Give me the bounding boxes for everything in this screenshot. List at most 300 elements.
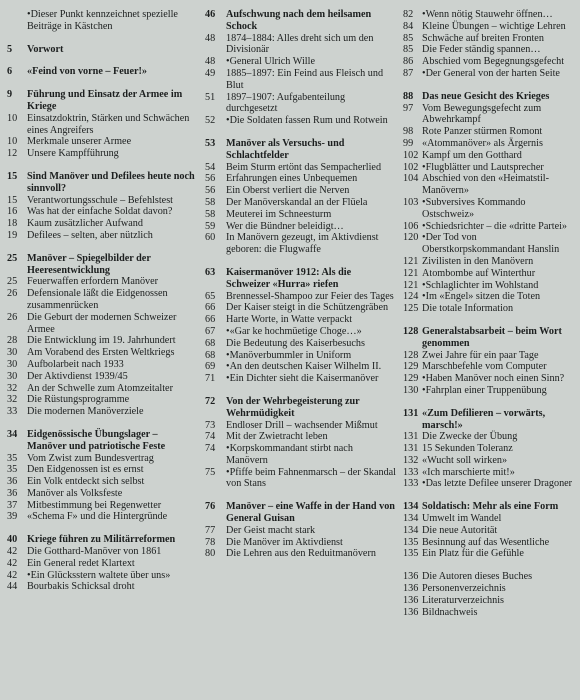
toc-page-number: 120 xyxy=(403,232,419,244)
toc-page-number: 52 xyxy=(205,115,216,127)
toc-page-number: 58 xyxy=(205,208,216,220)
toc-chapter-heading xyxy=(201,267,396,291)
toc-page-number: 46 xyxy=(205,9,216,20)
toc-chapter-heading xyxy=(3,66,197,78)
toc-entry xyxy=(201,361,396,373)
toc-page-number: 88 xyxy=(403,90,414,102)
toc-entry xyxy=(3,335,197,347)
toc-page-number: 53 xyxy=(205,137,216,149)
toc-page-number: 66 xyxy=(205,302,216,314)
toc-page-number: 19 xyxy=(7,229,18,241)
toc-page-number: 26 xyxy=(7,288,18,300)
toc-page-number: 72 xyxy=(205,395,216,407)
toc-chapter-heading xyxy=(201,138,396,162)
toc-entry-title: Bourbakis Schicksal droht xyxy=(27,581,135,593)
toc-page-number: 10 xyxy=(7,112,18,124)
toc-page-number: 69 xyxy=(205,361,216,373)
toc-page-number: 131 xyxy=(403,407,419,419)
toc-entry xyxy=(399,197,578,221)
toc-page-number: 60 xyxy=(205,232,216,244)
toc-entry xyxy=(399,173,578,197)
toc-page-number: 49 xyxy=(205,67,216,79)
toc-entry xyxy=(399,21,578,33)
toc-entry-title: Am Vorabend des Ersten Weltkriegs xyxy=(27,347,175,359)
toc-entry-title: Merkmale unserer Armee xyxy=(27,136,132,148)
toc-entry-title: •Ein Glücksstern waltete über uns» xyxy=(27,569,171,581)
toc-entry-title: Erfahrungen eines Unbequemen xyxy=(226,173,358,185)
toc-entry xyxy=(3,276,197,288)
toc-entry-title: Manöver – eine Waffe in der Hand von General Guisan xyxy=(226,501,395,525)
toc-entry-title: Mitbestimmung bei Regenwetter xyxy=(27,499,162,511)
toc-entry xyxy=(399,513,578,525)
toc-chapter-heading xyxy=(201,396,396,420)
toc-page-number: 134 xyxy=(403,524,419,536)
toc-entry xyxy=(399,385,578,397)
toc-entry xyxy=(399,103,578,127)
toc-entry-title: «Schema F» und die Hintergründe xyxy=(27,511,168,523)
toc-entry-title: Von der Wehrbegeisterung zur Wehrmüdigkeit xyxy=(226,395,360,419)
toc-entry-title: Kaisermanöver 1912: Als die Schweizer «Hurra» riefen xyxy=(226,266,352,290)
toc-entry-title: Wer die Bündner beleidigt… xyxy=(226,220,344,232)
toc-page-number: 30 xyxy=(7,370,18,382)
toc-entry-title: Die neue Autorität xyxy=(422,524,498,536)
toc-entry-title: Die Zwecke der Übung xyxy=(422,431,518,443)
toc-entry xyxy=(201,68,396,92)
toc-entry-title: «Feind von vorne – Feuer!» xyxy=(27,66,147,78)
toc-page-number: 135 xyxy=(403,548,419,560)
toc-page-number: 58 xyxy=(205,196,216,208)
toc-entry-title: Die Manöver im Aktivdienst xyxy=(226,536,343,548)
toc-page-number: 75 xyxy=(205,466,216,478)
toc-page-number: 104 xyxy=(403,173,419,185)
toc-entry-title: Was hat der einfache Soldat davon? xyxy=(27,206,173,218)
toc-entry xyxy=(399,478,578,490)
toc-column-1 xyxy=(3,9,197,593)
toc-page-number: 30 xyxy=(7,347,18,359)
toc-entry-title: Die Entwicklung im 19. Jahrhundert xyxy=(27,335,176,347)
toc-entry xyxy=(3,113,197,137)
toc-page-number: 15 xyxy=(7,170,18,182)
toc-entry xyxy=(3,9,197,33)
toc-entry-title: Meuterei im Schneesturm xyxy=(226,208,332,220)
toc-page-number: 85 xyxy=(403,44,414,56)
toc-entry xyxy=(201,209,396,221)
toc-page-number: 48 xyxy=(205,32,216,44)
toc-entry-title: •Ein Dichter sieht die Kaisermanöver xyxy=(226,373,379,385)
toc-entry-title: Verantwortungsschule – Befehlstest xyxy=(27,194,173,206)
toc-entry-title: Das neue Gesicht des Krieges xyxy=(422,90,550,102)
toc-page-number: 128 xyxy=(403,325,419,337)
toc-entry xyxy=(399,138,578,150)
toc-entry xyxy=(3,406,197,418)
toc-page-number: 28 xyxy=(7,335,18,347)
toc-entry xyxy=(201,33,396,57)
toc-page-number: 5 xyxy=(7,43,13,55)
toc-entry-title: Die Autoren dieses Buches xyxy=(422,571,533,583)
toc-entry-title: Abschied vom Begegnungsgefecht xyxy=(422,56,565,68)
toc-entry xyxy=(399,291,578,303)
toc-page-number: 133 xyxy=(403,466,419,478)
toc-page-number: 129 xyxy=(403,373,419,385)
toc-entry xyxy=(3,347,197,359)
toc-entry-title: Umwelt im Wandel xyxy=(422,513,502,525)
toc-entry xyxy=(201,92,396,116)
toc-page-number: 82 xyxy=(403,9,414,20)
toc-entry xyxy=(3,488,197,500)
toc-page-number: 86 xyxy=(403,56,414,68)
toc-entry xyxy=(201,232,396,256)
toc-entry-title: Defensionale läßt die Eidgenossen zusammenrücken xyxy=(27,288,168,311)
toc-page-number: 25 xyxy=(7,276,18,288)
toc-page-number: 121 xyxy=(403,279,419,291)
toc-chapter-heading xyxy=(3,534,197,546)
toc-page-number: 40 xyxy=(7,534,18,546)
toc-entry-title: Die Bedeutung des Kaiserbesuchs xyxy=(226,337,365,349)
toc-entry-title: Den Eidgenossen ist es ernst xyxy=(27,464,144,476)
toc-page-number: 33 xyxy=(7,406,18,418)
toc-page-number: 87 xyxy=(403,67,414,79)
toc-entry-title: Ein Platz für die Gefühle xyxy=(422,548,524,560)
toc-entry-title: Soldatisch: Mehr als eine Form xyxy=(422,501,559,513)
toc-entry xyxy=(201,185,396,197)
toc-entry xyxy=(201,350,396,362)
toc-entry-title: 15 Sekunden Toleranz xyxy=(422,443,513,455)
toc-page-number: 136 xyxy=(403,571,419,583)
toc-entry xyxy=(3,511,197,523)
toc-entry-title: Die Gotthard-Manöver von 1861 xyxy=(27,546,162,558)
toc-entry xyxy=(201,326,396,338)
toc-page-number: 65 xyxy=(205,290,216,302)
toc-entry-title: Der Manöverskandal an der Flüela xyxy=(226,196,368,208)
toc-entry-title: Manöver – Spiegelbilder der Heeresentwicklung xyxy=(27,252,151,276)
toc-entry xyxy=(201,525,396,537)
toc-page-number: 84 xyxy=(403,20,414,32)
toc-entry-title: Endloser Drill – wachsender Mißmut xyxy=(226,419,378,431)
toc-entry xyxy=(399,280,578,292)
toc-entry xyxy=(399,9,578,21)
toc-entry xyxy=(399,268,578,280)
toc-entry-title: •Manöverbummler in Uniform xyxy=(226,349,352,361)
toc-entry-title: Der Aktivdienst 1939/45 xyxy=(27,370,128,382)
toc-entry xyxy=(399,583,578,595)
toc-entry xyxy=(399,232,578,256)
toc-page-number: 71 xyxy=(205,373,216,385)
toc-page-number: 136 xyxy=(403,606,419,618)
toc-page-number: 26 xyxy=(7,311,18,323)
toc-page-number: 136 xyxy=(403,594,419,606)
toc-entry xyxy=(399,44,578,56)
toc-chapter-heading xyxy=(399,408,578,432)
toc-entry-title: An der Schwelle zum Atomzeitalter xyxy=(27,382,173,394)
toc-page-number: 16 xyxy=(7,206,18,218)
toc-page-number: 37 xyxy=(7,499,18,511)
toc-entry xyxy=(3,500,197,512)
toc-chapter-heading xyxy=(399,501,578,513)
toc-entry-title: Manöver als Volksfeste xyxy=(27,487,123,499)
toc-entry xyxy=(3,453,197,465)
toc-entry-title: Brennessel-Shampoo zur Feier des Tages xyxy=(226,290,394,302)
toc-entry-title: Zivilisten in den Manövern xyxy=(422,255,534,267)
toc-entry xyxy=(399,256,578,268)
toc-page-number: 42 xyxy=(7,557,18,569)
toc-entry xyxy=(3,195,197,207)
toc-page-number: 102 xyxy=(403,149,419,161)
toc-page-number: 9 xyxy=(7,89,13,101)
toc-page-number: 74 xyxy=(205,443,216,455)
toc-page-number: 54 xyxy=(205,161,216,173)
toc-entry-title: Ein Oberst verliert die Nerven xyxy=(226,185,350,197)
toc-entry-title: In Manövern gezeugt, im Aktivdienst geboren: die Flugwaffe xyxy=(226,232,379,256)
toc-page-number: 131 xyxy=(403,431,419,443)
toc-page-number: 15 xyxy=(7,194,18,206)
toc-chapter-heading xyxy=(3,171,197,195)
toc-entry-title: •Flugblätter und Lautsprecher xyxy=(422,161,544,173)
toc-entry xyxy=(399,443,578,455)
toc-page-number: 125 xyxy=(403,303,419,315)
toc-entry-title: «Atommanöver» als Ärgernis xyxy=(422,137,543,149)
toc-entry xyxy=(3,359,197,371)
toc-entry-title: •Der Tod von Oberstkorpskommandant Hanslin xyxy=(422,232,560,256)
toc-entry-title: Eidgenössische Übungslager – Manöver und patriotische Feste xyxy=(27,428,166,452)
toc-entry-title: Die totale Information xyxy=(422,303,514,315)
toc-entry xyxy=(399,33,578,45)
toc-page-number: 30 xyxy=(7,358,18,370)
toc-entry-title: Unsere Kampfführung xyxy=(27,148,119,160)
toc-page-number: 121 xyxy=(403,255,419,267)
toc-entry xyxy=(201,162,396,174)
toc-page-number: 128 xyxy=(403,349,419,361)
toc-entry-title: •Haben Manöver noch einen Sinn? xyxy=(422,373,565,385)
toc-entry xyxy=(399,548,578,560)
toc-entry-title: Die Lehren aus den Reduitmanövern xyxy=(226,548,376,560)
toc-page-number: 32 xyxy=(7,382,18,394)
toc-page-number: 36 xyxy=(7,487,18,499)
toc-entry xyxy=(201,338,396,350)
toc-entry xyxy=(399,68,578,80)
toc-entry xyxy=(399,350,578,362)
toc-entry-title: Feuerwaffen erfordern Manöver xyxy=(27,276,159,288)
toc-entry-title: Kampf um den Gotthard xyxy=(422,149,522,161)
toc-entry xyxy=(201,314,396,326)
toc-entry-title: Der Geist macht stark xyxy=(226,524,316,536)
toc-entry xyxy=(201,197,396,209)
toc-entry-title: Literaturverzeichnis xyxy=(422,594,505,606)
toc-entry xyxy=(201,221,396,233)
toc-entry-title: 1897–1907: Aufgabenteilung durchgesetzt xyxy=(226,91,346,115)
toc-page-number: 106 xyxy=(403,220,419,232)
toc-entry-title: Einsatzdoktrin, Stärken und Schwächen eines Angreifers xyxy=(27,112,190,136)
toc-page-number: 32 xyxy=(7,394,18,406)
toc-entry xyxy=(399,303,578,315)
toc-entry xyxy=(201,548,396,560)
toc-entry xyxy=(399,571,578,583)
toc-page-number: 35 xyxy=(7,464,18,476)
toc-page-number: 34 xyxy=(7,428,18,440)
toc-entry xyxy=(3,312,197,336)
toc-entry xyxy=(201,173,396,185)
toc-page-number: 74 xyxy=(205,431,216,443)
toc-page-number: 51 xyxy=(205,91,216,103)
toc-entry xyxy=(3,371,197,383)
toc-entry-title: Kaum zusätzlicher Aufwand xyxy=(27,218,143,230)
toc-entry-title: Bildnachweis xyxy=(422,606,478,618)
toc-entry xyxy=(3,136,197,148)
toc-entry-title: •«Gar ke hochmüetige Choge…» xyxy=(226,325,362,337)
toc-entry xyxy=(399,162,578,174)
toc-entry xyxy=(3,546,197,558)
toc-page-number: 134 xyxy=(403,501,419,513)
toc-entry xyxy=(3,394,197,406)
toc-entry xyxy=(201,431,396,443)
toc-entry-title: •Wenn nötig Stauwehr öffnen… xyxy=(422,9,553,20)
toc-entry-title: •Der General von der harten Seite xyxy=(422,67,560,79)
toc-entry-title: Beim Sturm ertönt das Sempacherlied xyxy=(226,161,382,173)
toc-page-number: 67 xyxy=(205,325,216,337)
toc-entry-title: •General Ulrich Wille xyxy=(226,56,315,68)
toc-entry xyxy=(201,56,396,68)
toc-page-number: 35 xyxy=(7,452,18,464)
toc-entry-title: Vom Zwist zum Bundesvertrag xyxy=(27,452,154,464)
toc-entry-title: Generalstabsarbeit – beim Wort genommen xyxy=(422,325,562,349)
toc-page-number: 78 xyxy=(205,536,216,548)
toc-page-number: 56 xyxy=(205,185,216,197)
toc-page-number: 98 xyxy=(403,126,414,138)
toc-entry-title: Mit der Zwietracht leben xyxy=(226,431,328,443)
toc-page-number: 129 xyxy=(403,361,419,373)
toc-entry-title: •Schiedsrichter – die «dritte Partei» xyxy=(422,220,568,232)
toc-entry xyxy=(201,537,396,549)
toc-page-number: 132 xyxy=(403,454,419,466)
toc-page-number: 36 xyxy=(7,476,18,488)
toc-entry-title: •Die Soldaten fassen Rum und Rotwein xyxy=(226,115,388,127)
toc-entry xyxy=(201,373,396,385)
toc-page-number: 25 xyxy=(7,252,18,264)
toc-entry-title: Harte Worte, in Watte verpackt xyxy=(226,314,353,326)
toc-page-number: 12 xyxy=(7,148,18,160)
toc-chapter-heading xyxy=(3,44,197,56)
toc-page-number: 130 xyxy=(403,384,419,396)
toc-page-number: 48 xyxy=(205,56,216,68)
toc-entry xyxy=(201,443,396,467)
toc-entry xyxy=(3,383,197,395)
toc-entry xyxy=(201,420,396,432)
toc-column-3 xyxy=(399,9,578,618)
toc-entry xyxy=(3,464,197,476)
toc-entry xyxy=(3,288,197,312)
toc-entry xyxy=(201,467,396,491)
toc-page-number: 10 xyxy=(7,136,18,148)
toc-entry-title: Kleine Übungen – wichtige Lehren xyxy=(422,20,566,32)
toc-entry-title: Personenverzeichnis xyxy=(422,583,506,595)
toc-page-number: 63 xyxy=(205,266,216,278)
toc-entry xyxy=(3,570,197,582)
toc-entry xyxy=(3,558,197,570)
toc-entry-title: Aufschwung nach dem heilsamen Schock xyxy=(226,9,372,32)
toc-entry-title: Die modernen Manöverziele xyxy=(27,406,144,418)
toc-entry xyxy=(399,537,578,549)
toc-page-number: 124 xyxy=(403,291,419,303)
toc-entry-title: •Subversives Kommando Ostschweiz» xyxy=(422,196,526,220)
toc-page-number: 18 xyxy=(7,218,18,230)
toc-entry-title: Manöver als Versuchs- und Schlachtfelder xyxy=(226,137,345,161)
toc-entry xyxy=(399,455,578,467)
toc-page-number: 42 xyxy=(7,546,18,558)
toc-entry-title: Sind Manöver und Defilees heute noch sinnvoll? xyxy=(27,170,195,194)
toc-entry-title: Atombombe auf Winterthur xyxy=(422,267,536,279)
toc-entry-title: Zwei Jahre für ein paar Tage xyxy=(422,349,539,361)
toc-entry-title: 1885–1897: Ein Feind aus Fleisch und Blut xyxy=(226,67,384,91)
toc-page-number: 131 xyxy=(403,443,419,455)
toc-page-number: 135 xyxy=(403,536,419,548)
toc-entry-title: 1874–1884: Alles dreht sich um den Divisionär xyxy=(226,32,374,56)
toc-page-number: 6 xyxy=(7,66,13,78)
toc-entry-title: •Korpskommandant stirbt nach Manövern xyxy=(226,443,353,466)
toc-entry xyxy=(399,373,578,385)
toc-page-number: 66 xyxy=(205,314,216,326)
toc-entry-title: Führung und Einsatz der Armee im Kriege xyxy=(27,89,183,112)
toc-entry xyxy=(399,150,578,162)
toc-entry-title: Die Geburt der modernen Schweizer Armee xyxy=(27,311,177,335)
toc-entry-title: Aufbolarbeit nach 1933 xyxy=(27,358,124,370)
toc-page-number: 59 xyxy=(205,220,216,232)
toc-chapter-heading xyxy=(3,253,197,277)
toc-entry-title: •Im «Engel» sitzen die Toten xyxy=(422,291,541,303)
toc-entry-title: Kriege führen zu Militärreformen xyxy=(27,534,176,546)
toc-entry xyxy=(3,218,197,230)
toc-page-number: 73 xyxy=(205,419,216,431)
toc-column-2 xyxy=(201,9,396,560)
toc-entry xyxy=(201,115,396,127)
toc-entry xyxy=(399,221,578,233)
toc-entry-title: Ein General redet Klartext xyxy=(27,557,135,569)
toc-entry xyxy=(399,467,578,479)
toc-entry-title: •An den deutschen Kaiser Wilhelm II. xyxy=(226,361,382,373)
toc-entry-title: •Pfiffe beim Fahnenmarsch – der Skandal von Stans xyxy=(226,466,397,490)
toc-entry-title: Ein Volk entdeckt sich selbst xyxy=(27,476,145,488)
toc-page-number: 39 xyxy=(7,511,18,523)
toc-page-number: 99 xyxy=(403,137,414,149)
toc-page-number: 97 xyxy=(403,102,414,114)
toc-page-number: 136 xyxy=(403,583,419,595)
toc-entry xyxy=(399,56,578,68)
toc-chapter-heading xyxy=(3,429,197,453)
toc-entry-title: •Das letzte Defilee unserer Dragoner xyxy=(422,478,573,490)
toc-entry xyxy=(3,206,197,218)
toc-entry-title: Die Rüstungsprogramme xyxy=(27,394,130,406)
toc-entry-title: «Zum Defilieren – vorwärts, marsch!» xyxy=(422,407,546,431)
toc-page-number: 44 xyxy=(7,581,18,593)
toc-entry xyxy=(399,607,578,619)
toc-entry xyxy=(399,595,578,607)
toc-entry-title: Die Feder ständig spannen… xyxy=(422,44,541,56)
toc-entry-title: Der Kaiser steigt in die Schützengräben xyxy=(226,302,389,314)
toc-entry xyxy=(3,148,197,160)
toc-entry-title: Abschied von den «Heimatstil-Manövern» xyxy=(422,173,550,197)
toc-page-number: 133 xyxy=(403,478,419,490)
toc-entry xyxy=(201,302,396,314)
toc-page-number: 102 xyxy=(403,161,419,173)
toc-chapter-heading xyxy=(3,89,197,113)
toc-entry-title: Marschbefehle vom Computer xyxy=(422,361,547,373)
toc-chapter-heading xyxy=(201,9,396,33)
toc-entry-title: •Schlaglichter im Wohlstand xyxy=(422,279,539,291)
toc-page-number: 134 xyxy=(403,513,419,525)
toc-entry xyxy=(399,361,578,373)
toc-entry-title: «Wucht soll wirken» xyxy=(422,454,508,466)
toc-page-number: 121 xyxy=(403,267,419,279)
toc-chapter-heading xyxy=(399,326,578,350)
toc-entry-title: Besinnung auf das Wesentliche xyxy=(422,536,550,548)
